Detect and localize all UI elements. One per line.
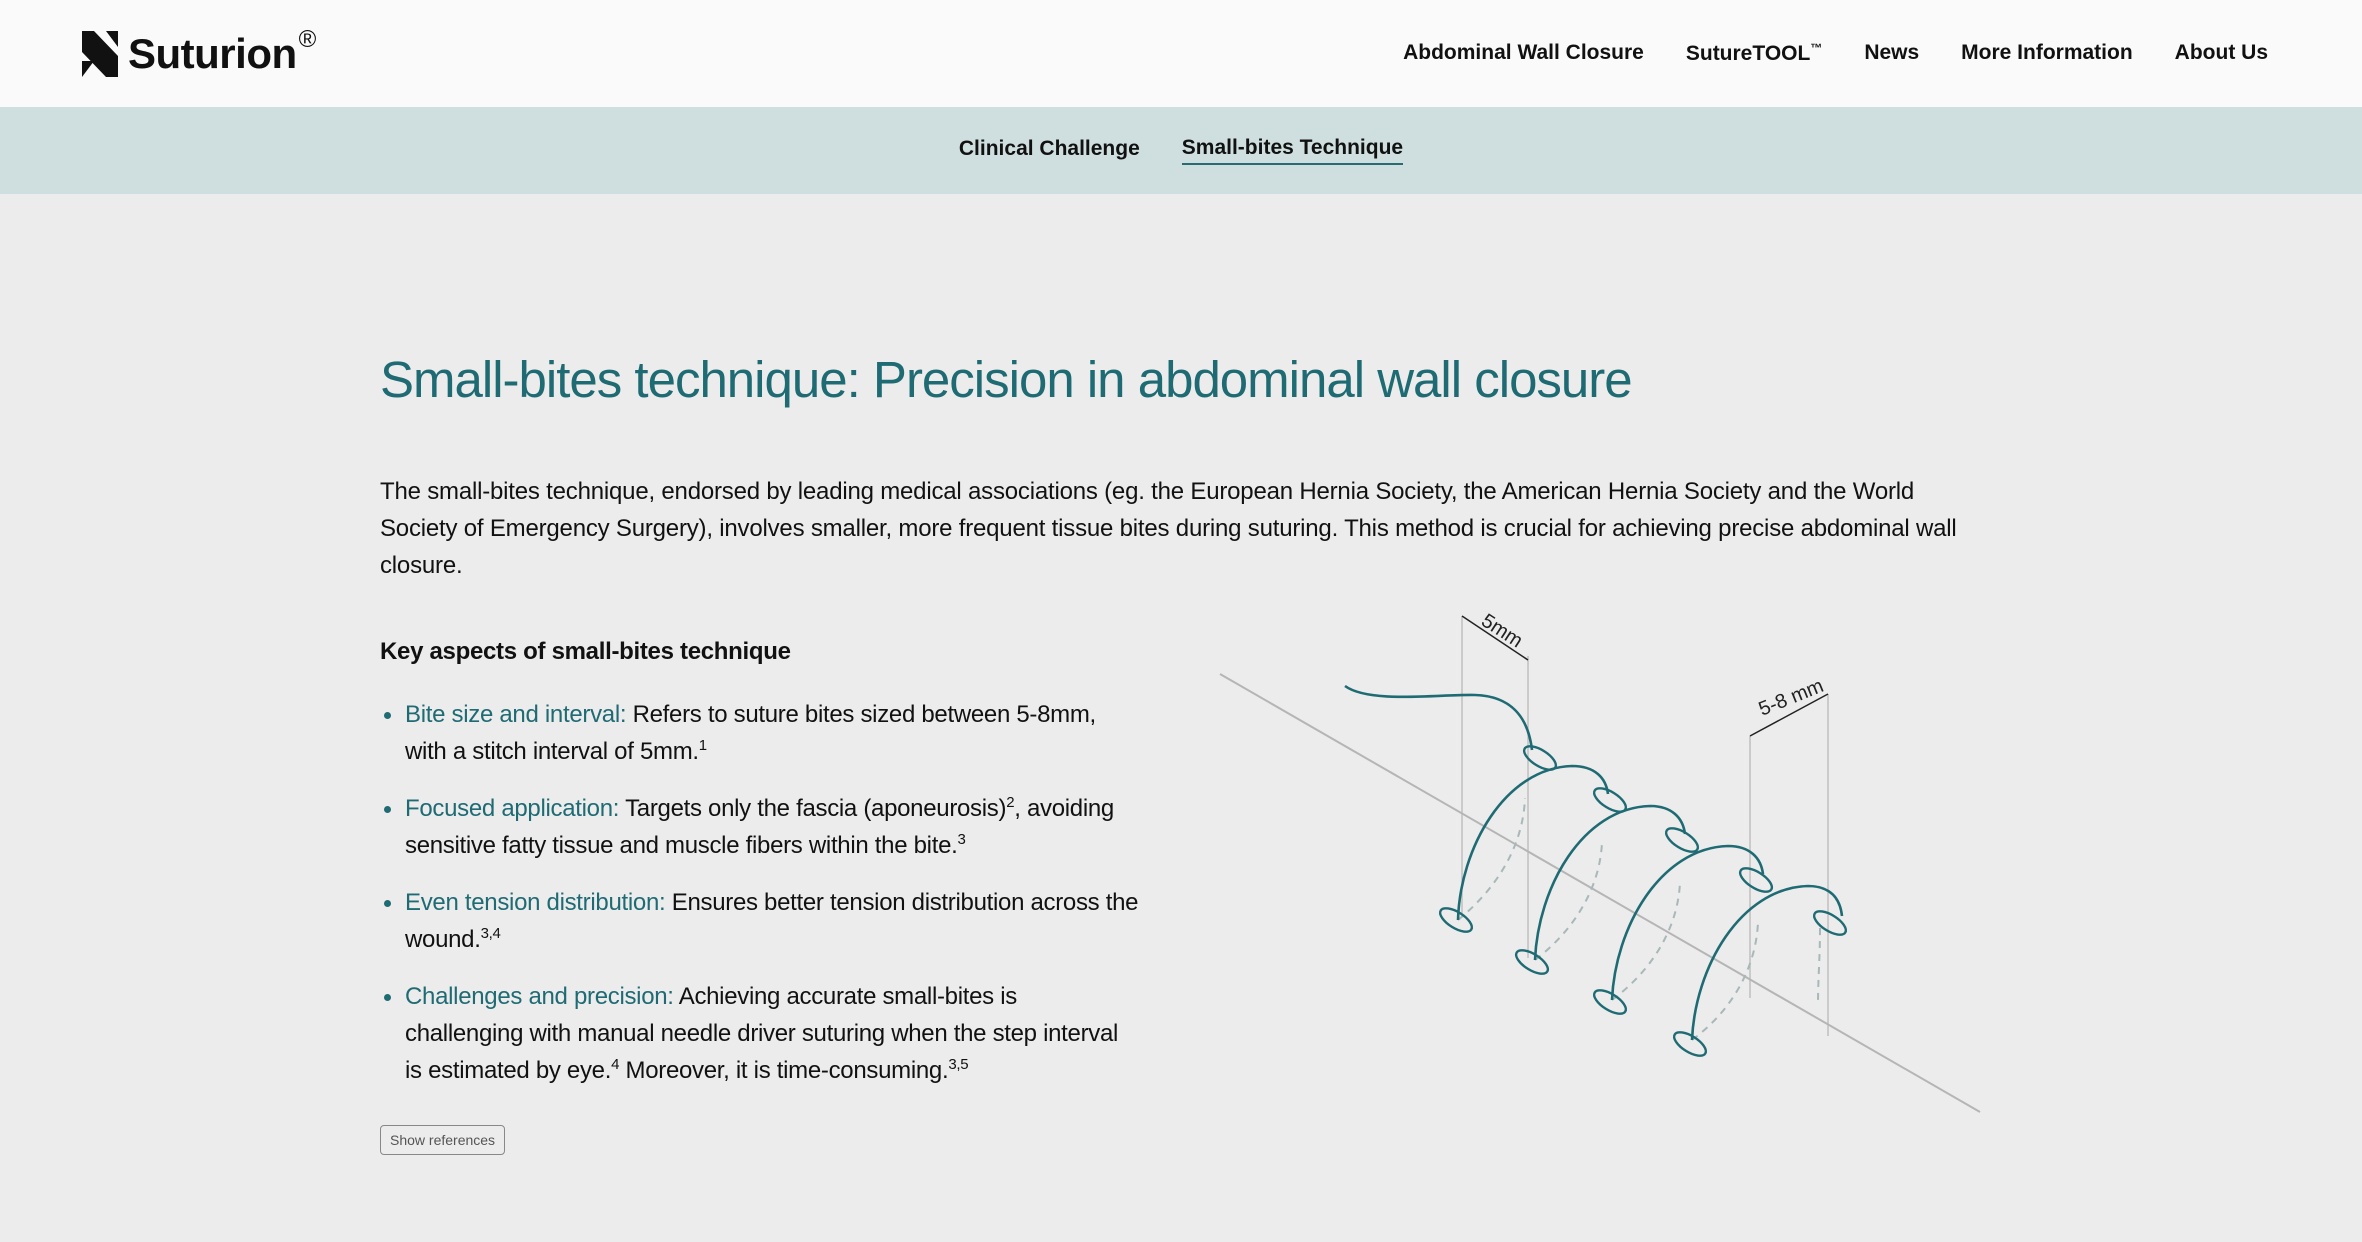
nav-about-us[interactable]: About Us: [2174, 41, 2268, 64]
list-item: [380, 884, 1140, 958]
suturion-logo-icon: [80, 31, 120, 77]
aspect-text: Refers to suture bites sized between 5-8mm, with a stitch interval of 5mm.: [405, 701, 1096, 765]
wound-line: [1220, 674, 1980, 1112]
citation: 4: [611, 1056, 620, 1073]
suture-lead-thread: [1345, 686, 1532, 750]
nav-suturetool-label: SutureTOOL: [1685, 42, 1811, 65]
citation: 2: [1006, 794, 1015, 811]
citation: 1: [698, 737, 707, 754]
aspect-term: Challenges and precision:: [405, 983, 674, 1010]
list-item: [380, 790, 1140, 864]
citation: 3: [957, 831, 966, 848]
main-nav: [1403, 41, 2268, 66]
aspect-term: Bite size and interval:: [405, 701, 627, 728]
subnav-small-bites-technique[interactable]: Small-bites Technique: [1182, 136, 1403, 165]
list-item: [380, 696, 1140, 770]
aspects-list: [380, 696, 1140, 1089]
logo-text: Suturion: [128, 29, 297, 77]
nav-abdominal-wall-closure[interactable]: Abdominal Wall Closure: [1403, 41, 1644, 64]
citation: 3,4: [480, 925, 501, 942]
aspect-text: Targets only the fascia (aponeurosis): [619, 795, 1007, 822]
aspect-text: Achieving accurate small-bites is challenging with manual needle driver suturing when the step interval is estimated by eye.: [405, 983, 1119, 1084]
list-item: [380, 978, 1140, 1089]
citation: 3,5: [948, 1056, 969, 1073]
nav-news[interactable]: News: [1864, 41, 1920, 64]
trademark-mark: ™: [1810, 41, 1823, 55]
section-title: Key aspects of small-bites technique: [380, 638, 791, 665]
sub-nav: [0, 107, 2362, 194]
aspect-text: , avoiding sensitive fatty tissue and muscle fibers within the bite.: [405, 795, 1114, 859]
nav-more-information[interactable]: More Information: [1961, 41, 2133, 64]
aspect-term: Focused application:: [405, 795, 620, 822]
show-references-button[interactable]: Show references: [380, 1125, 505, 1155]
nav-suturetool[interactable]: [1686, 41, 1822, 66]
label-5mm: 5mm: [1477, 609, 1527, 653]
aspect-text: Moreover, it is time-consuming.: [619, 1057, 949, 1084]
aspect-text: Ensures better tension distribution across the wound.: [405, 889, 1139, 953]
suturion-logo[interactable]: [80, 25, 317, 78]
small-bites-suture-illustration: [1210, 598, 2000, 1118]
aspect-term: Even tension distribution:: [405, 889, 666, 916]
registered-mark: ®: [298, 25, 317, 53]
intro-paragraph: The small-bites technique, endorsed by leading medical associations (eg. the European Hernia Society, the American Hernia Society and the World Society of Emergency Surgery), involves smaller, more frequent tissue bites during suturing. This method is crucial for achieving precise abdominal wall closure.: [380, 478, 1957, 579]
subnav-clinical-challenge[interactable]: Clinical Challenge: [958, 137, 1140, 160]
top-header: [0, 0, 2362, 107]
page-title: Small-bites technique: Precision in abdominal wall closure: [380, 351, 1632, 408]
label-5-8mm: 5-8 mm: [1755, 674, 1827, 721]
suture-back-strands: [1458, 798, 1820, 1040]
